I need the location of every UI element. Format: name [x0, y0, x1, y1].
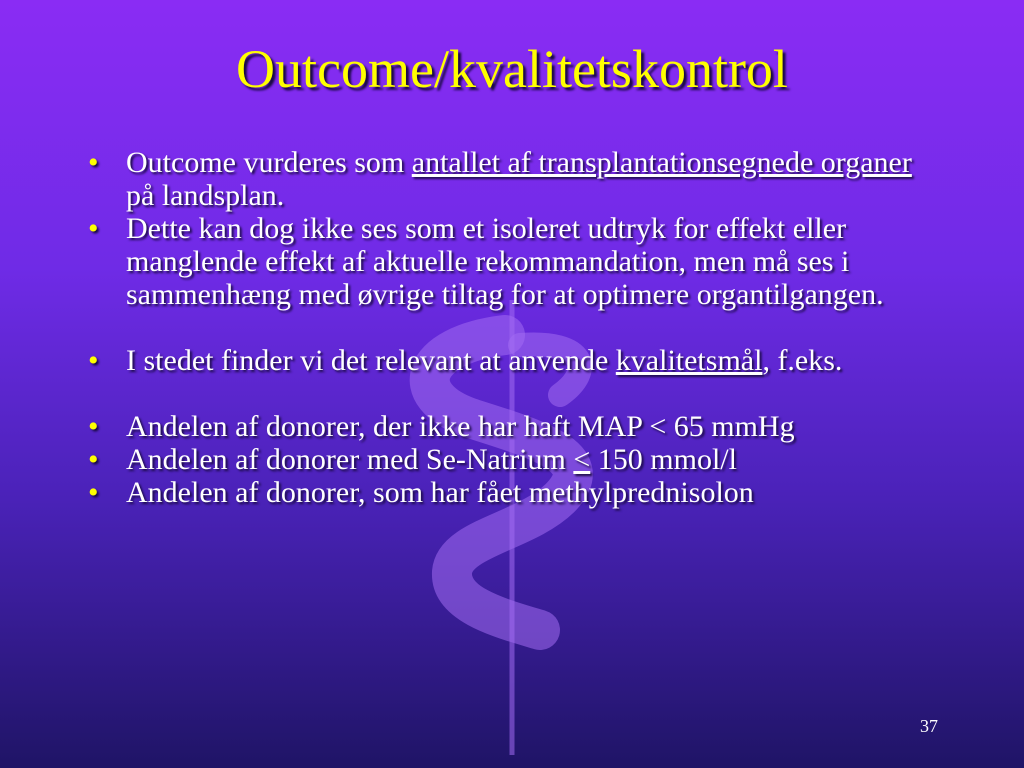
underlined-text: antallet af transplantationsegnede organer: [411, 146, 912, 179]
bullet-item: [88, 476, 928, 509]
bullet-item: [88, 146, 928, 212]
bullet-text: Andelen af donorer med Se-Natrium: [126, 443, 574, 476]
bullet-text: , f.eks.: [762, 344, 843, 377]
bullet-text: Andelen af donorer, der ikke har haft MAP < 65 mmHg: [126, 410, 795, 443]
underlined-text: kvalitetsmål: [615, 344, 763, 377]
bullet-text: Outcome vurderes som: [126, 146, 412, 179]
bullet-text: Dette kan dog ikke ses som et isoleret udtryk for effekt eller manglende effekt af aktuelle rekommandation, men må ses i sammenhæng med øvrige tiltag for at optimere organtilgangen.: [126, 212, 884, 311]
bullet-item: [88, 443, 928, 476]
bullet-text: på landsplan.: [126, 179, 285, 212]
bullet-list: [88, 146, 928, 509]
bullet-item: [88, 344, 928, 377]
slide-number: 37: [920, 716, 938, 736]
bullet-item: [88, 212, 928, 311]
bullet-item: [88, 410, 928, 443]
underlined-text: <: [573, 443, 591, 476]
slide-title: Outcome/kvalitetskontrol: [236, 39, 788, 99]
bullet-text: 150 mmol/l: [590, 443, 737, 476]
bullet-text: I stedet finder vi det relevant at anvende: [126, 344, 616, 377]
bullet-text: Andelen af donorer, som har fået methylprednisolon: [126, 476, 754, 509]
